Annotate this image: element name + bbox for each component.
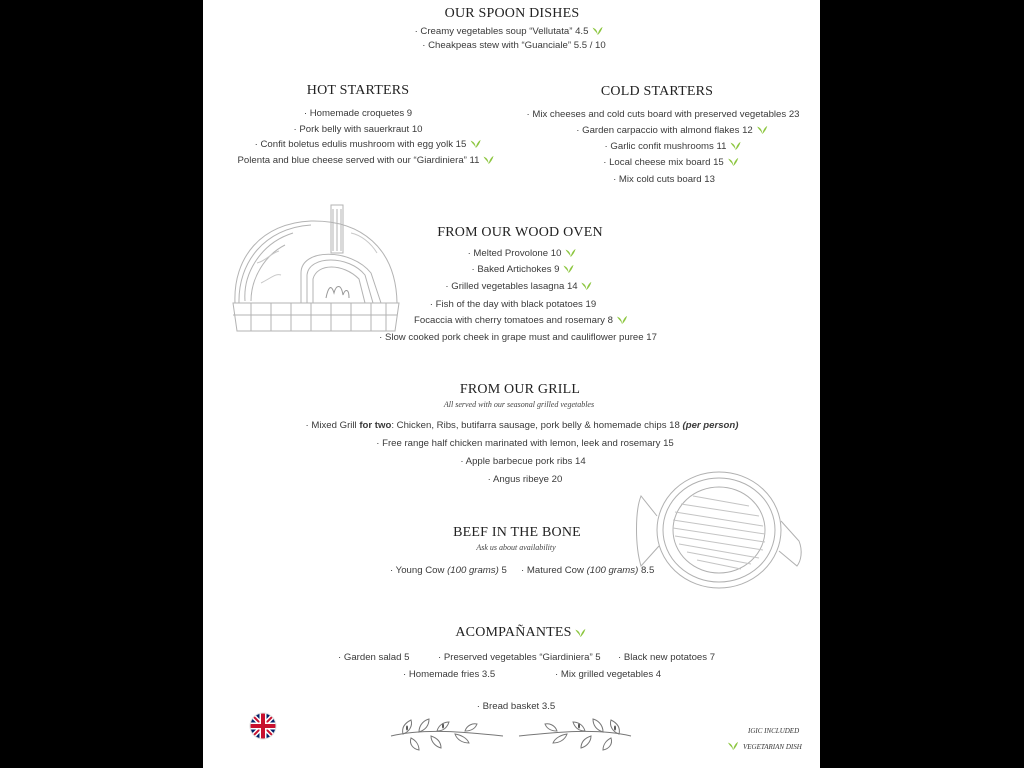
- menu-item: · Slow cooked pork cheek in grape must and cauliflower puree 17: [379, 332, 657, 343]
- igic-note: IGIC INCLUDED: [748, 727, 800, 735]
- beef-subtitle: Ask us about availability: [476, 543, 556, 552]
- grill-title: FROM OUR GRILL: [459, 382, 581, 397]
- menu-item: · Pork belly with sauerkraut 10: [293, 124, 423, 135]
- menu-item: · Mix grilled vegetables 4: [555, 669, 662, 680]
- vegetarian-leaf-icon: [616, 315, 628, 325]
- menu-item: · Black new potatoes 7: [618, 652, 716, 663]
- vegetarian-leaf-icon: [469, 139, 481, 149]
- uk-flag-language-icon[interactable]: [249, 712, 277, 740]
- vegetarian-leaf-icon: [482, 155, 494, 165]
- menu-item: · Grilled vegetables lasagna 14: [445, 279, 592, 295]
- vegetarian-legend: VEGETARIAN DISH: [727, 741, 802, 751]
- grill-illustration: [631, 466, 809, 594]
- menu-item: Focaccia with cherry tomatoes and rosemary 8: [414, 313, 628, 329]
- menu-item: · Homemade fries 3.5: [403, 669, 496, 680]
- menu-item: · Cheakpeas stew with “Guanciale” 5.5 / 10: [422, 40, 606, 51]
- menu-item: · Local cheese mix board 15: [603, 155, 739, 171]
- vegetarian-leaf-icon: [727, 157, 739, 167]
- menu-item: · Mix cheeses and cold cuts board with preserved vegetables 23: [526, 109, 800, 120]
- menu-item: · Garlic confit mushrooms 11: [605, 139, 742, 155]
- menu-item: · Melted Provolone 10: [468, 246, 577, 262]
- spoon-title: OUR SPOON DISHES: [444, 6, 580, 21]
- sides-title: ACOMPAÑANTES: [455, 625, 586, 641]
- wood-oven-title: FROM OUR WOOD OVEN: [437, 225, 603, 240]
- vegetarian-leaf-icon: [563, 264, 575, 274]
- menu-item: · Mix cold cuts board 13: [613, 174, 715, 185]
- vegetarian-leaf-icon: [727, 741, 739, 751]
- vegetarian-leaf-icon: [564, 248, 576, 258]
- menu-item: · Mixed Grill for two: Chicken, Ribs, butifarra sausage, pork belly & homemade chips 18 (per person): [305, 420, 739, 431]
- leaf-ornament-divider: [385, 716, 637, 754]
- menu-item: · Young Cow (100 grams) 5: [390, 565, 507, 576]
- menu-item: Polenta and blue cheese served with our “Giardiniera” 11: [238, 153, 495, 169]
- menu-item: · Apple barbecue pork ribs 14: [460, 456, 586, 467]
- menu-item: · Creamy vegetables soup “Vellutata” 4.5: [415, 24, 604, 40]
- wood-oven-illustration: [231, 203, 403, 333]
- menu-item: · Free range half chicken marinated with lemon, leek and rosemary 15: [376, 438, 674, 449]
- menu-item: · Confit boletus edulis mushroom with egg yolk 15: [255, 137, 482, 153]
- vegetarian-leaf-icon: [729, 141, 741, 151]
- beef-title: BEEF IN THE BONE: [453, 525, 581, 540]
- menu-item: · Fish of the day with black potatoes 19: [429, 299, 597, 310]
- grill-subtitle: All served with our seasonal grilled vegetables: [443, 400, 595, 409]
- menu-page: [203, 0, 820, 768]
- menu-item: · Garden carpaccio with almond flakes 12: [576, 123, 768, 139]
- vegetarian-leaf-icon: [575, 628, 587, 638]
- hot-starters-title: HOT STARTERS: [306, 83, 410, 98]
- menu-item: · Baked Artichokes 9: [472, 262, 575, 278]
- menu-item: · Matured Cow (100 grams) 8.5: [521, 565, 655, 576]
- vegetarian-leaf-icon: [581, 281, 593, 291]
- menu-item: · Garden salad 5: [338, 652, 410, 663]
- vegetarian-leaf-icon: [756, 125, 768, 135]
- cold-starters-title: COLD STARTERS: [600, 84, 714, 99]
- menu-item: · Bread basket 3.5: [476, 701, 556, 712]
- vegetarian-leaf-icon: [591, 26, 603, 36]
- menu-item: · Angus ribeye 20: [487, 474, 563, 485]
- menu-item: · Preserved vegetables “Giardiniera” 5: [438, 652, 601, 663]
- menu-item: · Homemade croquetes 9: [303, 108, 413, 119]
